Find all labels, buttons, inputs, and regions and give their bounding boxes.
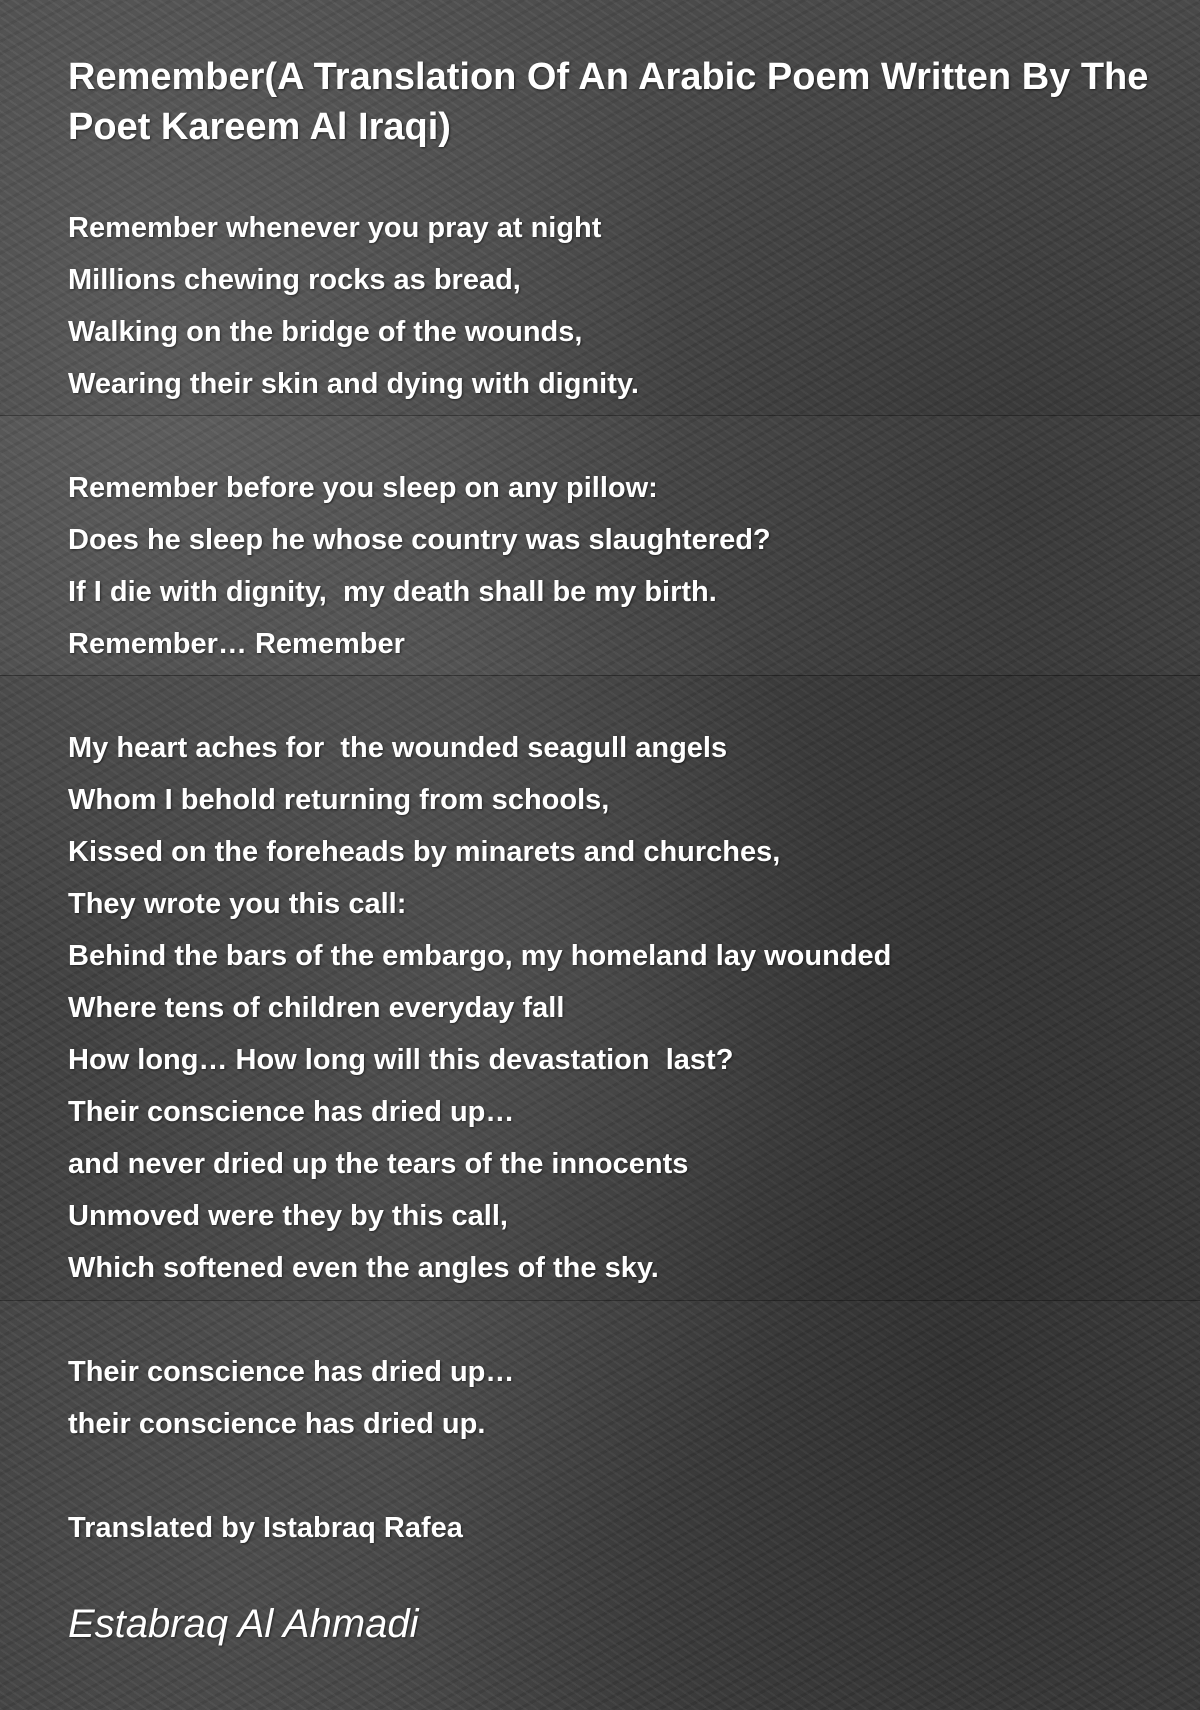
poem-line: Kissed on the foreheads by minarets and churches, [68,836,781,868]
poem-line: Behind the bars of the embargo, my homeland lay wounded [68,940,892,972]
stanza-4 [68,1346,1168,1450]
stanza-2 [68,462,1168,670]
poem-line: Does he sleep he whose country was slaughtered? [68,524,771,556]
poem-line: Walking on the bridge of the wounds, [68,316,583,348]
poem-line: Millions chewing rocks as bread, [68,264,521,296]
poem-line: Wearing their skin and dying with dignity. [68,368,639,400]
poem-author: Estabraq Al Ahmadi [68,1602,419,1646]
poem-line: Remember… Remember [68,628,405,660]
stanza-1 [68,202,1168,410]
translator-credit [68,1502,1168,1554]
poem-body [68,202,1168,1649]
poem-line: their conscience has dried up. [68,1408,486,1440]
poem-line: My heart aches for the wounded seagull angels [68,732,728,764]
poem-line: Unmoved were they by this call, [68,1200,508,1232]
poem-line: Whom I behold returning from schools, [68,784,610,816]
translator-credit-text: Translated by Istabraq Rafea [68,1512,463,1544]
poem-line: Which softened even the angles of the sky. [68,1252,659,1284]
poem-line: How long… How long will this devastation last? [68,1044,734,1076]
poem-title: Remember(A Translation Of An Arabic Poem Written By The Poet Kareem Al Iraqi) [68,56,1149,148]
poem-line: If I die with dignity, my death shall be my birth. [68,576,717,608]
poem-line: Their conscience has dried up… [68,1096,515,1128]
poem-line: and never dried up the tears of the innocents [68,1148,689,1180]
poem-line: Remember before you sleep on any pillow: [68,472,658,504]
poem-line: They wrote you this call: [68,888,407,920]
poem-line: Remember whenever you pray at night [68,212,602,244]
stanza-3 [68,722,1168,1294]
poem-line: Where tens of children everyday fall [68,992,565,1024]
poem-line: Their conscience has dried up… [68,1356,515,1388]
